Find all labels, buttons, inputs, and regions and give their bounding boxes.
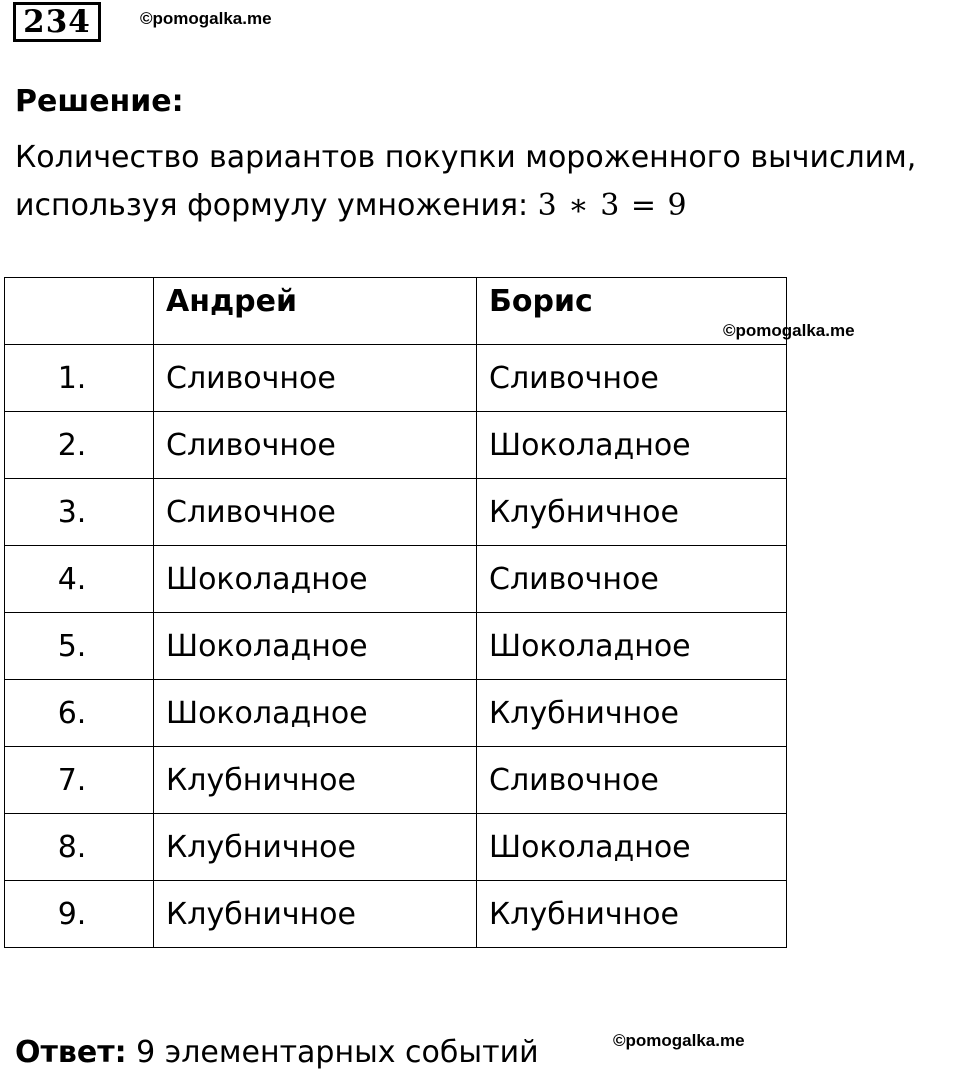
table-row <box>5 814 787 881</box>
andrey-choice: Клубничное <box>154 747 477 814</box>
andrey-choice: Шоколадное <box>154 546 477 613</box>
table-row <box>5 613 787 680</box>
andrey-choice: Клубничное <box>154 814 477 881</box>
row-number: 9. <box>5 881 154 948</box>
boris-choice: Сливочное <box>477 546 787 613</box>
boris-choice: Шоколадное <box>477 412 787 479</box>
watermark-middle: ©pomogalka.me <box>723 321 855 340</box>
boris-choice: Клубничное <box>477 680 787 747</box>
boris-choice: Клубничное <box>477 881 787 948</box>
header-andrey: Андрей <box>154 278 477 345</box>
solution-text <box>15 134 960 230</box>
row-number: 4. <box>5 546 154 613</box>
boris-choice: Шоколадное <box>477 814 787 881</box>
solution-line-2 <box>15 182 960 230</box>
table-header-row <box>5 278 787 345</box>
table-row <box>5 345 787 412</box>
solution-line-2-text: используя формулу умножения: <box>15 188 538 223</box>
boris-choice: Сливочное <box>477 345 787 412</box>
andrey-choice: Шоколадное <box>154 613 477 680</box>
table-row <box>5 479 787 546</box>
watermark-top: ©pomogalka.me <box>140 9 272 28</box>
andrey-choice: Сливочное <box>154 345 477 412</box>
boris-choice: Клубничное <box>477 479 787 546</box>
andrey-choice: Сливочное <box>154 479 477 546</box>
table-row <box>5 680 787 747</box>
problem-number: 234 <box>13 2 101 42</box>
table-row <box>5 881 787 948</box>
variants-table <box>4 277 787 948</box>
boris-choice: Шоколадное <box>477 613 787 680</box>
andrey-choice: Сливочное <box>154 412 477 479</box>
boris-choice: Сливочное <box>477 747 787 814</box>
row-number: 2. <box>5 412 154 479</box>
andrey-choice: Шоколадное <box>154 680 477 747</box>
row-number: 8. <box>5 814 154 881</box>
row-number: 5. <box>5 613 154 680</box>
row-number: 7. <box>5 747 154 814</box>
table-row <box>5 546 787 613</box>
row-number: 3. <box>5 479 154 546</box>
row-number: 1. <box>5 345 154 412</box>
answer-label: Ответ: <box>15 1035 127 1070</box>
table-row <box>5 412 787 479</box>
answer <box>15 1035 539 1071</box>
answer-text: 9 элементарных событий <box>126 1035 539 1070</box>
andrey-choice: Клубничное <box>154 881 477 948</box>
formula: 3 ∗ 3 = 9 <box>537 188 688 223</box>
header-number <box>5 278 154 345</box>
header-boris: Борис <box>477 278 787 345</box>
watermark-bottom: ©pomogalka.me <box>613 1031 745 1050</box>
solution-line-1: Количество вариантов покупки мороженного вычислим, <box>15 140 917 175</box>
row-number: 6. <box>5 680 154 747</box>
solution-heading: Решение: <box>15 84 184 119</box>
table-row <box>5 747 787 814</box>
